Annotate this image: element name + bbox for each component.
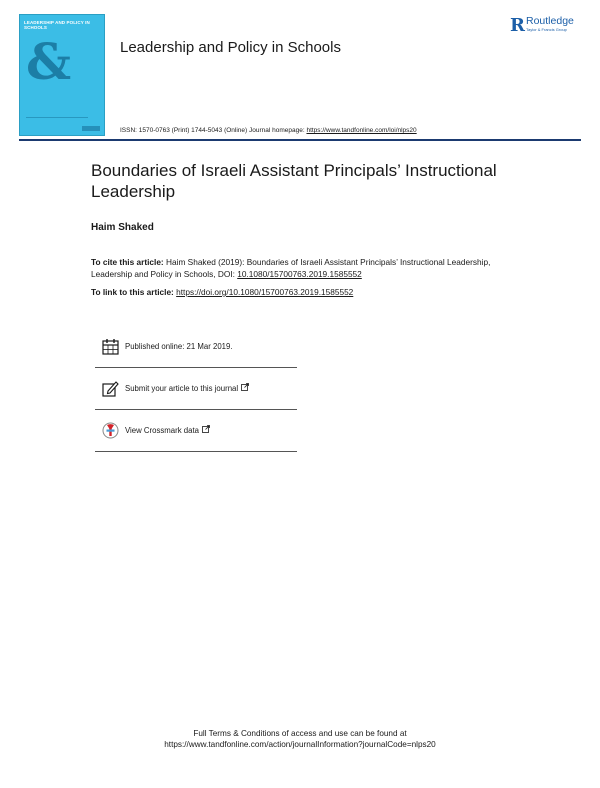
- routledge-logo-icon: R: [510, 15, 525, 36]
- journal-cover: [19, 14, 105, 136]
- publisher-logo: [510, 16, 574, 36]
- journal-name: Leadership and Policy in Schools: [120, 39, 341, 56]
- crossmark-link[interactable]: View Crossmark data: [125, 425, 199, 435]
- article-link-line: [91, 287, 353, 297]
- citation-text: Haim Shaked (2019): Boundaries of Israeli Assistant Principals’ Instructional Leadership, Leadership and Policy in Schools, DOI:: [91, 257, 491, 279]
- calendar-icon: [100, 336, 120, 356]
- cover-logo: [82, 126, 100, 131]
- row-divider: [95, 451, 297, 452]
- submit-article-link[interactable]: Submit your article to this journal: [125, 383, 239, 393]
- crossmark-icon: [100, 420, 120, 440]
- header-divider: [19, 139, 581, 141]
- issn-text: ISSN: 1570-0763 (Print) 1744-5043 (Online) Journal homepage:: [120, 127, 307, 134]
- footer: [0, 728, 600, 750]
- author-name: Haim Shaked: [91, 222, 154, 233]
- article-title: Boundaries of Israeli Assistant Principals’ Instructional Leadership: [91, 161, 497, 201]
- cover-title: LEADERSHIP AND POLICY IN SCHOOLS: [24, 20, 90, 30]
- published-online-text: Published online: 21 Mar 2019.: [125, 341, 233, 351]
- published-online-row: [95, 326, 297, 366]
- issn-line: [120, 127, 417, 134]
- crossmark-row[interactable]: [95, 410, 297, 450]
- publisher-subtitle: Taylor & Francis Group: [526, 27, 567, 32]
- journal-homepage-link[interactable]: https://www.tandfonline.com/loi/nlps20: [306, 127, 417, 134]
- citation-doi-link[interactable]: 10.1080/15700763.2019.1585552: [237, 269, 362, 279]
- cover-ampersand: &: [26, 32, 72, 91]
- cover-line: [26, 117, 88, 118]
- external-link-icon: [241, 383, 249, 393]
- footer-terms-link[interactable]: https://www.tandfonline.com/action/journalInformation?journalCode=nlps20: [164, 740, 436, 749]
- publisher-text: [526, 16, 574, 33]
- footer-terms-text: Full Terms & Conditions of access and use can be found at: [193, 729, 407, 738]
- link-label: To link to this article:: [91, 287, 177, 297]
- external-link-icon: [202, 425, 210, 435]
- submit-article-row[interactable]: [95, 368, 297, 408]
- citation: [91, 256, 511, 280]
- edit-icon: [100, 378, 120, 398]
- article-doi-link[interactable]: https://doi.org/10.1080/15700763.2019.1585552: [176, 287, 354, 297]
- citation-label: To cite this article:: [91, 257, 164, 267]
- publisher-name: Routledge: [526, 15, 574, 27]
